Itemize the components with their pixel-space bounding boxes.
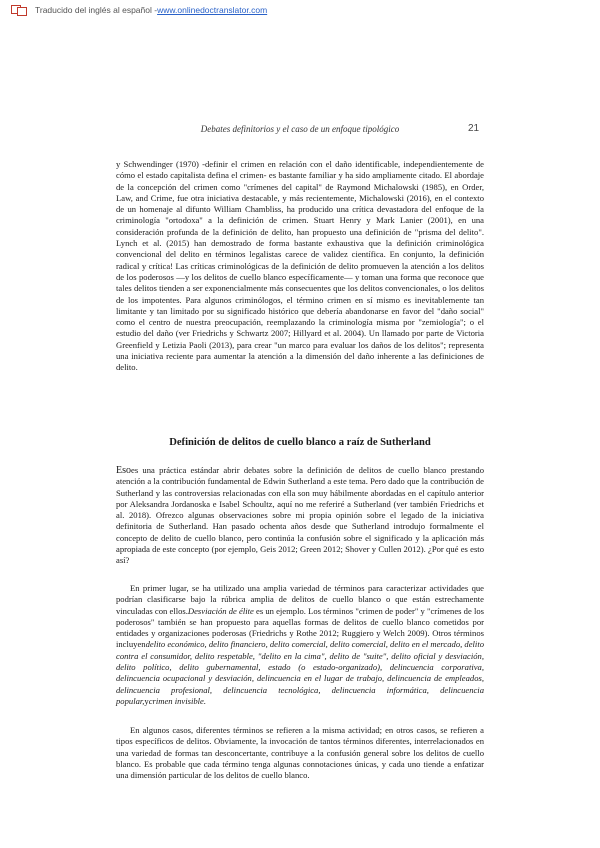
paragraph-lead: Eso <box>116 465 131 476</box>
translator-link[interactable]: www.onlinedoctranslator.com <box>157 5 268 15</box>
paragraph-3-conjunction: y <box>144 695 149 706</box>
section-heading: Definición de delitos de cuello blanco a raíz de Sutherland <box>169 437 431 448</box>
paragraph-3-part-a: En primer lugar, se ha utilizado una amplia variedad de términos para caracterizar actividades que podrían clasificarse bajo la rúbrica amplia de delitos de cuello blanco o que están estrechamente vinculadas con ellos. <box>116 583 484 616</box>
paragraph-3-italic-term: Desviación de élite <box>187 605 254 616</box>
body-paragraph-2 <box>116 465 484 567</box>
body-paragraph-3 <box>116 583 484 707</box>
page-number: 21 <box>468 123 480 134</box>
body-paragraph-4: En algunos casos, diferentes términos se refieren a la misma actividad; en otros casos, se refieren a tipos específicos de delitos. Obviamente, la invocación de tantos términos diferentes, interrelacionados en una variedad de formas tan desconcertante, contribuye a la confusión general sobre los delitos de cuello blanco. Es probable que cada término tenga algunas connotaciones únicas, y cada uno tiende a enfatizar una dimensión particular de los delitos de cuello blanco. <box>116 725 484 781</box>
paragraph-2-text: es una práctica estándar abrir debates sobre la definición de delitos de cuello blanco prestando atención a la contribución fundamental de Edwin Sutherland a este tema. Pero dado que la contribución de Sutherland y las controversias relacionadas con ella son muy hábilmente abordadas en el capítulo anterior por Aleksandra Jordanoska e Isabel Schoultz, aquí no me referiré a Sutherland (ver también Friedrichs et al. 2018). Ofrezco algunas observaciones sobre mi propia opinión sobre el legado de la iniciativa definitoria de Sutherland. Han pasado ochenta años desde que Sutherland introdujo formalmente el concepto de delito de cuello blanco, pero continúa la confusión sobre el significado y la aplicación más apropiada de este concepto (por ejemplo, Geis 2012; Green 2012; Shover y Cullen 2012). ¿Por qué es esto así? <box>116 465 484 566</box>
translator-notice: Traducido del inglés al español - <box>35 5 158 15</box>
paragraph-3-part-c: es un ejemplo. Los términos "crimen de poder" y "crímenes de los poderosos" también se han propuesto para aquellas formas de delitos de cuello blanco cometidos por entidades y organizaciones poderosas (Friedrichs y Rothe 2012; Ruggiero y Welch 2009). Otros términos incluyen <box>116 605 484 650</box>
translator-bar <box>0 0 600 20</box>
body-paragraph-1: y Schwendinger (1970) -definir el crimen en relación con el daño identificable, independientemente de cómo el estado capitalista defina el crimen- es bastante familiar y ha sido ampliamente citado. El abordaje de la concepción del crimen como "crímenes del capital" de Raymond Michalowski (1985), en Order, Law, and Crime, fue otra iniciativa destacable, y más recientemente, Michalowski (2016), en el contexto de un homenaje al difunto William Chambliss, ha producido una crítica devastadora del enfoque de la criminología "ortodoxa" a la definición de crimen. Stuart Henry y Mark Lanier (2001), en una consideración profunda de la definición de delito, han propuesto una definición de "prisma del delito". Lynch et al. (2015) han demostrado de forma bastante exhaustiva que la definición criminológica convencional del delito en términos legalistas carece de validez científica. En conjunto, la definición radical y crítica! Las críticas criminológicas de la definición de delito promueven la atención a los delitos de los poderosos —y los delitos de cuello blanco específicamente— y toman una forma que reconoce que tales delitos tienden a ser exponencialmente más consecuentes que los delitos convencionales, o los delitos de los impotentes. Para algunos criminólogos, el término crimen en sí mismo es inevitablemente tan limitante y tan limitado por su significado histórico que debería abandonarse en favor del "daño social" como el centro de nuestra preocupación, reemplazando la criminología misma por "zemiología"; o el estudio del daño (ver Friedrichs y Schwartz 2007; Hillyard et al. 2004). Un llamado por parte de Victoria Greenfield y Letizia Paoli (2013), para crear "un marco para evaluar los daños de los delitos"; representa una iniciativa reciente para aumentar la atención a la dimensión del daño inherente a las definiciones de delito. <box>116 159 484 373</box>
translate-logo-icon <box>11 5 27 16</box>
running-title: Debates definitorios y el caso de un enfoque tipológico <box>200 124 400 134</box>
paragraph-3-term-list: delito económico, delito financiero, delito comercial, delito comercial, delito en el mercado, delito contra el consumidor, delito respetable, "delito en la cima", delito de "suite", delito oficial y desviación, delito político, delito gubernamental, estado (o estado-organizado), delincuencia corporativa, delincuencia ocupacional y desviación, delincuencia en el lugar de trabajo, delincuencia de empleados, delincuencia profesional, delincuencia tecnológica, delincuencia informática, delincuencia popular, <box>116 639 484 706</box>
paragraph-3-last-term: crimen invisible. <box>148 695 206 706</box>
